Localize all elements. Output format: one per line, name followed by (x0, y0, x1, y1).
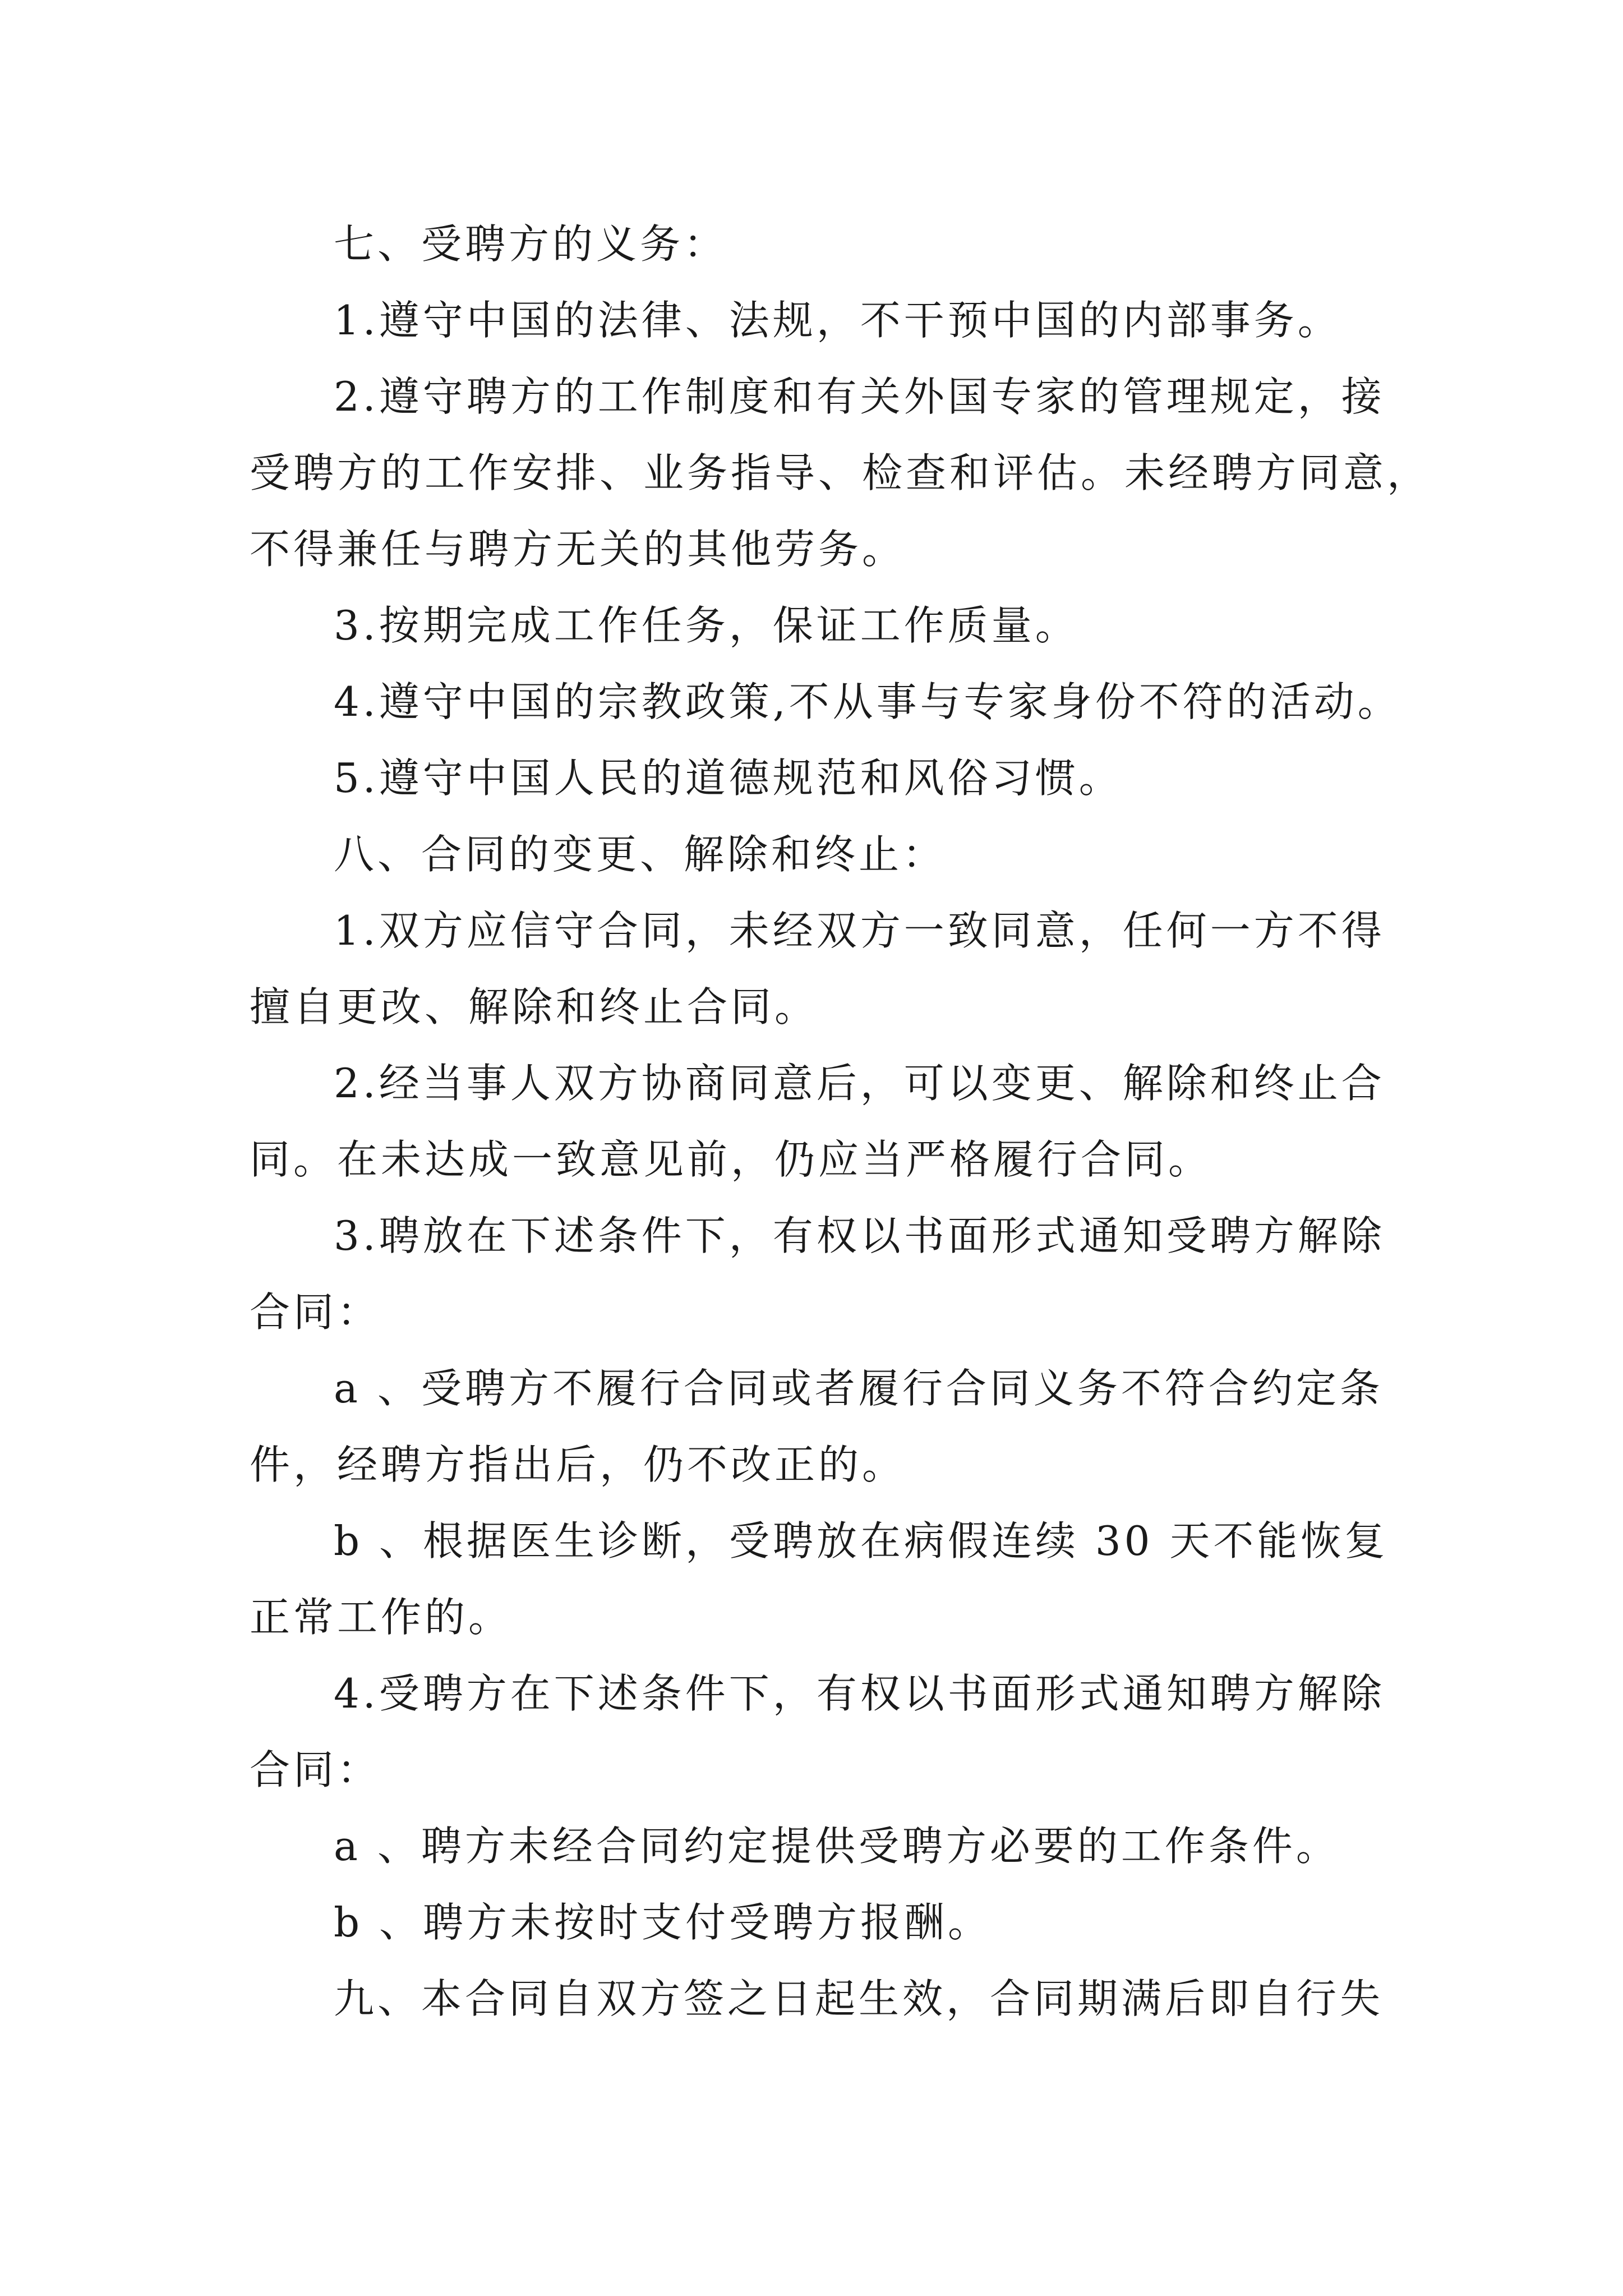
paragraph-line: b 、聘方未按时支付受聘方报酬。 (334, 1899, 992, 1946)
paragraph-line: 4.遵守中国的宗教政策,不从事与专家身份不符的活动。 (334, 678, 1401, 725)
paragraph-line: a 、聘方未经合同约定提供受聘方必要的工作条件。 (334, 1823, 1340, 1870)
paragraph-line: 擅自更改、解除和终止合同。 (250, 983, 819, 1030)
paragraph-line: 1.遵守中国的法律、法规，不干预中国的内部事务。 (334, 297, 1341, 344)
paragraph-line: 3.按期完成工作任务，保证工作质量。 (334, 602, 1079, 649)
paragraph-line: 合同： (250, 1289, 381, 1336)
paragraph-line: b 、根据医生诊断，受聘放在病假连续 30 天不能恢复 (334, 1517, 1389, 1565)
paragraph-line: 5.遵守中国人民的道德规范和风俗习惯。 (334, 754, 1123, 802)
section-heading-7: 七、受聘方的义务： (334, 220, 728, 268)
paragraph-line: 受聘方的工作安排、业务指导、检查和评估。未经聘方同意， (250, 449, 1431, 496)
paragraph-line: 3.聘放在下述条件下，有权以书面形式通知受聘方解除 (334, 1212, 1385, 1259)
paragraph-line: 合同： (250, 1746, 381, 1793)
paragraph-line: 2.遵守聘方的工作制度和有关外国专家的管理规定，接 (334, 373, 1385, 420)
paragraph-line: 同。在未达成一致意见前，仍应当严格履行合同。 (250, 1136, 1212, 1183)
paragraph-line: 不得兼任与聘方无关的其他劳务。 (250, 526, 906, 573)
section-heading-8: 八、合同的变更、解除和终止： (334, 831, 947, 878)
paragraph-line: 1.双方应信守合同，未经双方一致同意，任何一方不得 (334, 907, 1385, 954)
paragraph-line: 件，经聘方指出后，仍不改正的。 (250, 1441, 906, 1488)
section-heading-9: 九、本合同自双方签之日起生效，合同期满后即自行失 (334, 1975, 1384, 2022)
paragraph-line: 正常工作的。 (250, 1594, 513, 1641)
paragraph-line: a 、受聘方不履行合同或者履行合同义务不符合约定条 (334, 1365, 1384, 1412)
paragraph-line: 4.受聘方在下述条件下，有权以书面形式通知聘方解除 (334, 1670, 1385, 1717)
paragraph-line: 2.经当事人双方协商同意后，可以变更、解除和终止合 (334, 1060, 1385, 1107)
